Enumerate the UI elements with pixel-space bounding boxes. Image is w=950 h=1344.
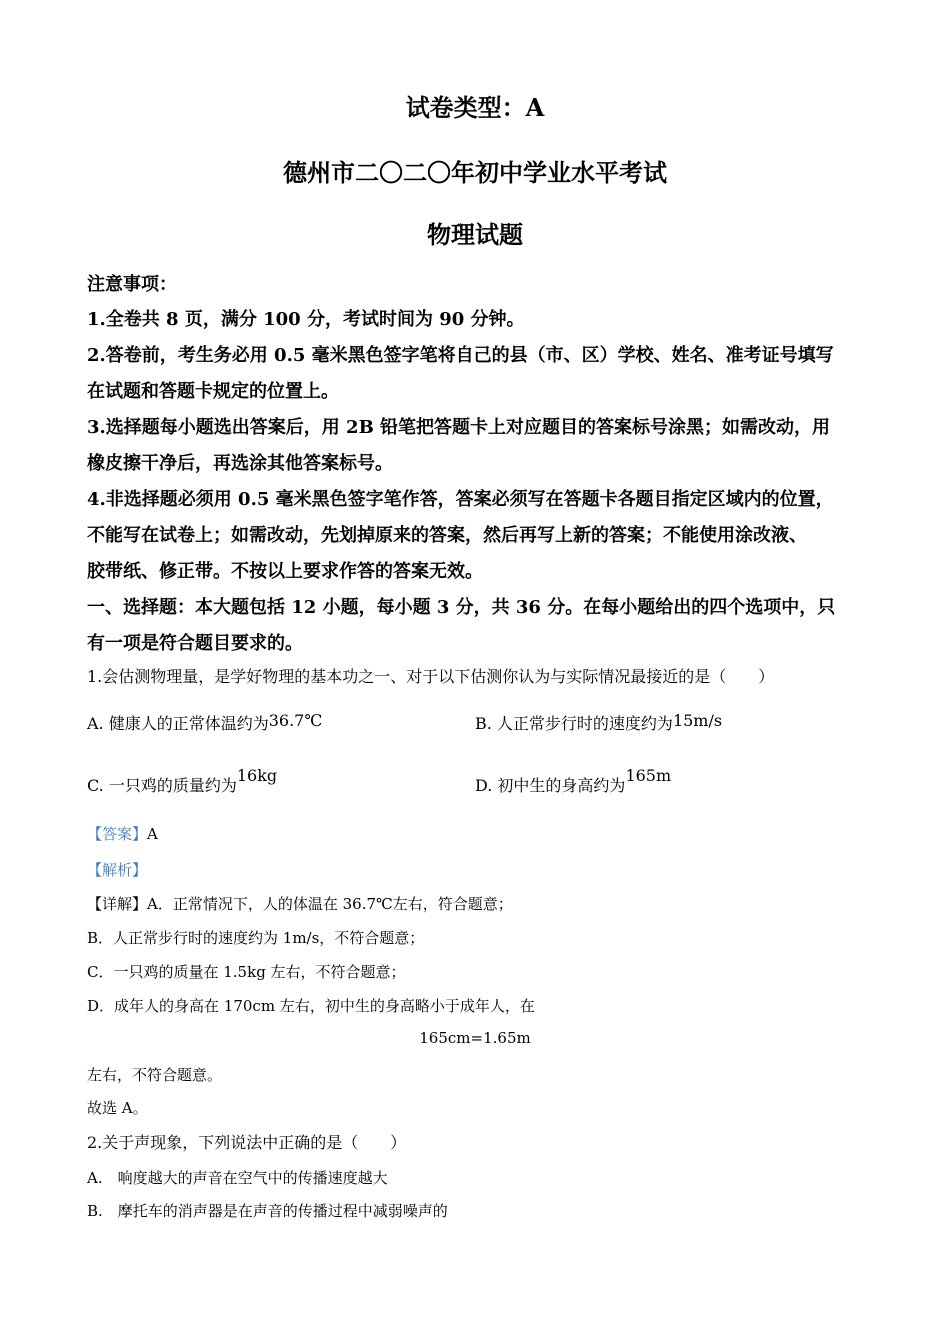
notice-line: 4.非选择题必须用 0.5 毫米黑色签字笔作答，答案必须写在答题卡各题目指定区域内的位置， xyxy=(87,489,834,510)
question-1-stem: 1.会估测物理量，是学好物理的基本功之一、对于以下估测你认为与实际情况最接近的是（ ） xyxy=(87,667,775,686)
option-value: 15m/s xyxy=(672,711,723,730)
option-label: B. 人正常步行时的速度约为 xyxy=(475,714,673,733)
q2-option-b: B. 摩托车的消声器是在声音的传播过程中减弱噪声的 xyxy=(87,1202,448,1220)
option-label: D. 初中生的身高约为 xyxy=(475,776,626,795)
option-value: 36.7℃ xyxy=(268,711,323,730)
option-value: 16kg xyxy=(236,766,278,785)
notice-line: 1.全卷共 8 页，满分 100 分，考试时间为 90 分钟。 xyxy=(87,309,525,330)
notice-line: 不能写在试卷上；如需改动，先划掉原来的答案，然后再写上新的答案；不能使用涂改液、 xyxy=(87,525,807,546)
q1-option-b xyxy=(475,711,722,734)
q1-option-a xyxy=(87,711,322,734)
notice-line: 2.答卷前，考生务必用 0.5 毫米黑色签字笔将自己的县（市、区）学校、姓名、准考证号填写 xyxy=(87,345,834,366)
section-heading: 有一项是符合题目要求的。 xyxy=(87,633,303,654)
subject-title: 物理试题 xyxy=(427,220,523,249)
q1-after-line: 故选 A。 xyxy=(87,1099,148,1117)
notice-line: 胶带纸、修正带。不按以上要求作答的答案无效。 xyxy=(87,561,483,582)
q1-answer xyxy=(87,823,158,844)
q1-analysis-tag: 【解析】 xyxy=(87,861,148,879)
notice-line: 3.选择题每小题选出答案后，用 2B 铅笔把答题卡上对应题目的答案标号涂黑；如需改动，用 xyxy=(87,417,831,438)
q1-option-d xyxy=(475,766,672,796)
q1-detail-line: B．人正常步行时的速度约为 1m/s，不符合题意； xyxy=(87,929,425,947)
q1-option-c xyxy=(87,766,278,796)
answer-tag: 【答案】 xyxy=(87,825,148,843)
answer-value: A xyxy=(147,825,158,843)
option-label: C. 一只鸡的质量约为 xyxy=(87,776,237,795)
q1-after-line: 左右，不符合题意。 xyxy=(87,1066,223,1084)
q1-detail-line: C．一只鸡的质量在 1.5kg 左右，不符合题意； xyxy=(87,963,406,981)
notice-line: 橡皮擦干净后，再选涂其他答案标号。 xyxy=(87,453,393,474)
option-label: A. 健康人的正常体温约为 xyxy=(87,714,269,733)
q2-option-a: A. 响度越大的声音在空气中的传播速度越大 xyxy=(87,1169,388,1187)
q1-detail-line: D．成年人的身高在 170cm 左右，初中生的身高略小于成年人，在 xyxy=(87,997,535,1015)
q1-detail-line: 【详解】A．正常情况下，人的体温在 36.7℃左右，符合题意； xyxy=(87,895,513,913)
paper-type: 试卷类型：A xyxy=(405,93,545,122)
notice-heading: 注意事项： xyxy=(87,274,177,295)
exam-title: 德州市二〇二〇年初中学业水平考试 xyxy=(283,158,667,187)
q1-formula: 165cm=1.65m xyxy=(419,1029,531,1047)
question-2-stem: 2.关于声现象，下列说法中正确的是（ ） xyxy=(87,1133,407,1152)
option-value: 165m xyxy=(625,766,672,785)
section-heading: 一、选择题：本大题包括 12 小题，每小题 3 分，共 36 分。在每小题给出的四个选项中，只 xyxy=(87,597,836,618)
notice-line: 在试题和答题卡规定的位置上。 xyxy=(87,381,339,402)
